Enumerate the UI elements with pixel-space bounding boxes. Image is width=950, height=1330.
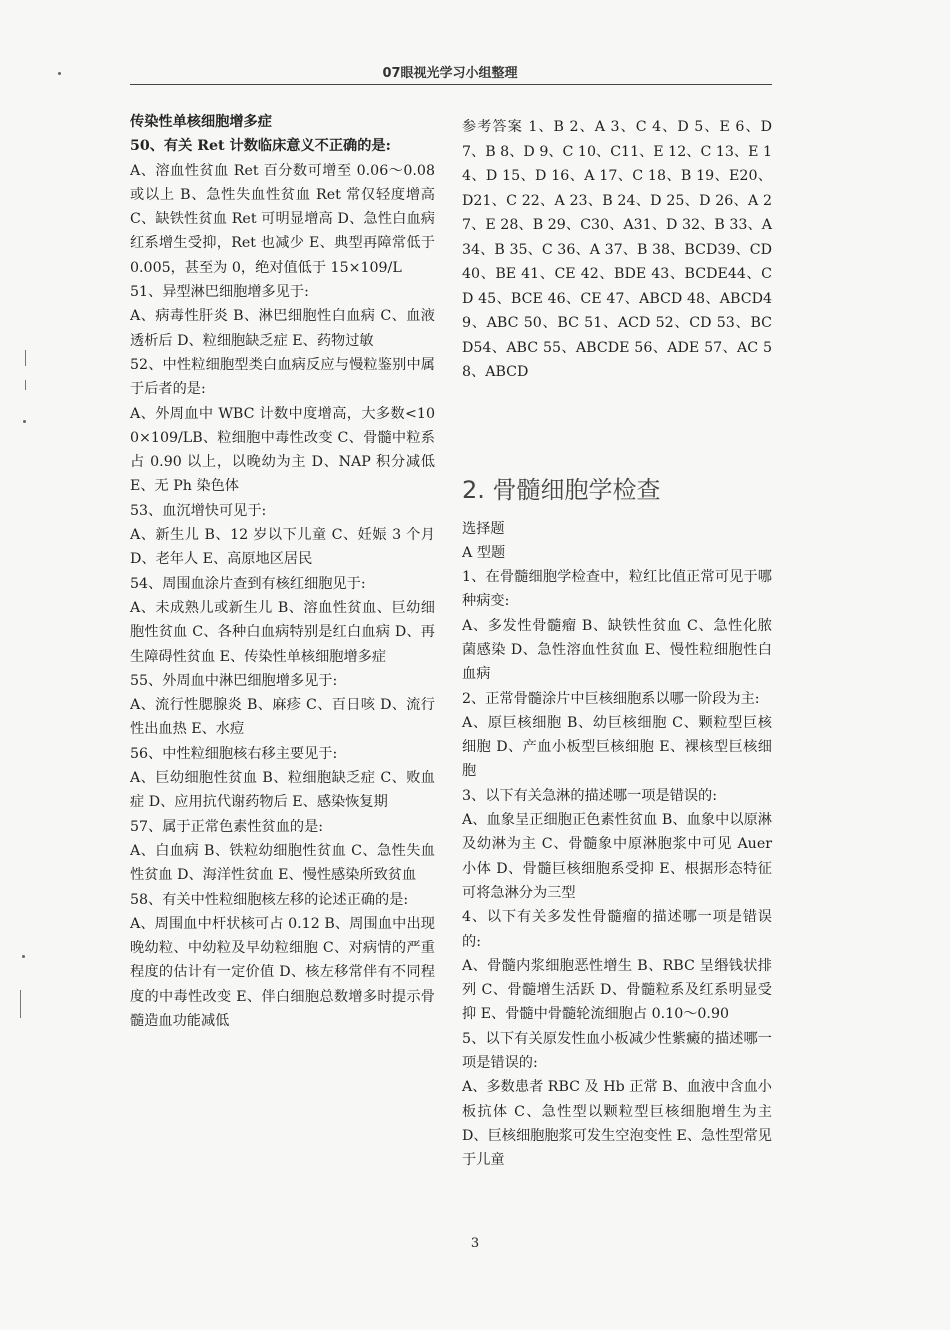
section-tail: 传染性单核细胞增多症 (130, 114, 272, 130)
answer-key: 参考答案 1、B 2、A 3、C 4、D 5、E 6、D 7、B 8、D 9、C 10、C11、E 12、C 13、E 14、D 15、D 16、A 17、C 18、B 19、E20、D21、C 22、A 23、B 24、D 25、D 26、A 27、E 28、B 29、C30、A31、D 32、B 33、A 34、B 35、C 36、A 37、B 38、BCD39、CD 40、BE 41、CE 42、BDE 43、BCDE44、CD 45、BCE 46、CE 47、ABCD 48、ABCD49、ABC 50、BC 51、ACD 52、CD 53、BCD54、ABC 55、ABCDE 56、ADE 57、AC 58、ABCD (462, 119, 772, 380)
question-3: 3、以下有关急淋的描述哪一项是错误的: (462, 787, 717, 804)
options-50: A、溶血性贫血 Ret 百分数可增至 0.06～0.08 或以上 B、急性失血性贫血 Ret 常仅轻度增高 C、缺铁性贫血 Ret 可明显增高 D、急性白血病红系增生受抑，Ret 也减少 E、典型再障常低于 0.005，甚至为 0，绝对值低于 15×109/L (130, 162, 435, 276)
right-column (462, 115, 772, 1173)
options-52: A、外周血中 WBC 计数中度增高，大多数<100×109/LB、粒细胞中毒性改变 C、骨髓中粒系占 0.90 以上，以晚幼为主 D、NAP 积分减低 E、无 Ph 染色体 (130, 405, 435, 495)
question-2: 2、正常骨髓涂片中巨核细胞系以哪一阶段为主: (462, 690, 760, 707)
question-58: 58、有关中性粒细胞核左移的论述正确的是: (130, 891, 409, 908)
left-column (130, 110, 435, 1033)
options-5: A、多数患者 RBC 及 Hb 正常 B、血液中含血小板抗体 C、急性型以颗粒型巨核细胞增生为主 D、巨核细胞胞浆可发生空泡变性 E、急性型常见于儿童 (462, 1079, 772, 1169)
question-1: 1、在骨髓细胞学检查中，粒红比值正常可见于哪种病变: (462, 569, 772, 610)
options-56: A、巨幼细胞性贫血 B、粒细胞缺乏症 C、败血症 D、应用抗代谢药物后 E、感染恢复期 (130, 770, 435, 811)
page-header: 07眼视光学习小组整理 (382, 66, 518, 81)
subtitle-choice: 选择题 (462, 520, 505, 537)
options-3: A、血象呈正细胞正色素性贫血 B、血象中以原淋及幼淋为主 C、骨髓象中原淋胞浆中可见 Auer 小体 D、骨髓巨核细胞系受抑 E、根据形态特征可将急淋分为三型 (462, 812, 772, 901)
options-4: A、骨髓内浆细胞恶性增生 B、RBC 呈缗钱状排列 C、骨髓增生活跃 D、骨髓粒系及红系明显受抑 E、骨髓中骨髓轮流细胞占 0.10～0.90 (462, 957, 772, 1023)
question-54: 54、周围血涂片查到有核红细胞见于: (130, 575, 366, 592)
question-4: 4、以下有关多发性骨髓瘤的描述哪一项是错误的: (462, 909, 772, 950)
options-58: A、周围血中杆状核可占 0.12 B、周围血中出现晚幼粒、中幼粒及早幼粒细胞 C、对病情的严重程度的估计有一定价值 D、核左移常伴有不同程度的中毒性改变 E、伴白细胞总数增多时提示骨髓造血功能减低 (130, 915, 435, 1029)
question-53: 53、血沉增快可见于: (130, 502, 267, 519)
scan-dot (23, 420, 26, 423)
page-number: 3 (470, 1236, 480, 1251)
scan-mark (20, 990, 21, 1018)
question-50: 50、有关 Ret 计数临床意义不正确的是: (130, 138, 391, 155)
section-title: 2. 骨髓细胞学检查 (462, 475, 661, 504)
question-56: 56、中性粒细胞核右移主要见于: (130, 745, 338, 762)
header-rule (130, 84, 772, 85)
options-51: A、病毒性肝炎 B、淋巴细胞性白血病 C、血液透析后 D、粒细胞缺乏症 E、药物过敏 (130, 308, 435, 349)
options-57: A、白血病 B、铁粒幼细胞性贫血 C、急性失血性贫血 D、海洋性贫血 E、慢性感染所致贫血 (130, 842, 435, 884)
options-55: A、流行性腮腺炎 B、麻疹 C、百日咳 D、流行性出血热 E、水痘 (130, 697, 435, 738)
question-51: 51、异型淋巴细胞增多见于: (130, 284, 309, 301)
options-53: A、新生儿 B、12 岁以下儿童 C、妊娠 3 个月 D、老年人 E、高原地区居民 (130, 527, 435, 568)
question-5: 5、以下有关原发性血小板减少性紫癜的描述哪一项是错误的: (462, 1030, 772, 1072)
options-54: A、未成熟儿或新生儿 B、溶血性贫血、巨幼细胞性贫血 C、各种白血病特别是红白血病 D、再生障碍性贫血 E、传染性单核细胞增多症 (130, 599, 435, 665)
scan-mark (25, 380, 26, 390)
subtitle-type-a: A 型题 (462, 544, 506, 561)
question-55: 55、外周血中淋巴细胞增多见于: (130, 672, 338, 689)
scan-mark (25, 350, 26, 366)
scan-dot (22, 955, 25, 958)
options-1: A、多发性骨髓瘤 B、缺铁性贫血 C、急性化脓菌感染 D、急性溶血性贫血 E、慢性粒细胞性白血病 (462, 617, 772, 683)
options-2: A、原巨核细胞 B、幼巨核细胞 C、颗粒型巨核细胞 D、产血小板型巨核细胞 E、裸核型巨核细胞 (462, 714, 772, 780)
question-52: 52、中性粒细胞型类白血病反应与慢粒鉴别中属于后者的是: (130, 356, 435, 398)
scan-dot (58, 72, 61, 75)
question-57: 57、属于正常色素性贫血的是: (130, 818, 324, 835)
